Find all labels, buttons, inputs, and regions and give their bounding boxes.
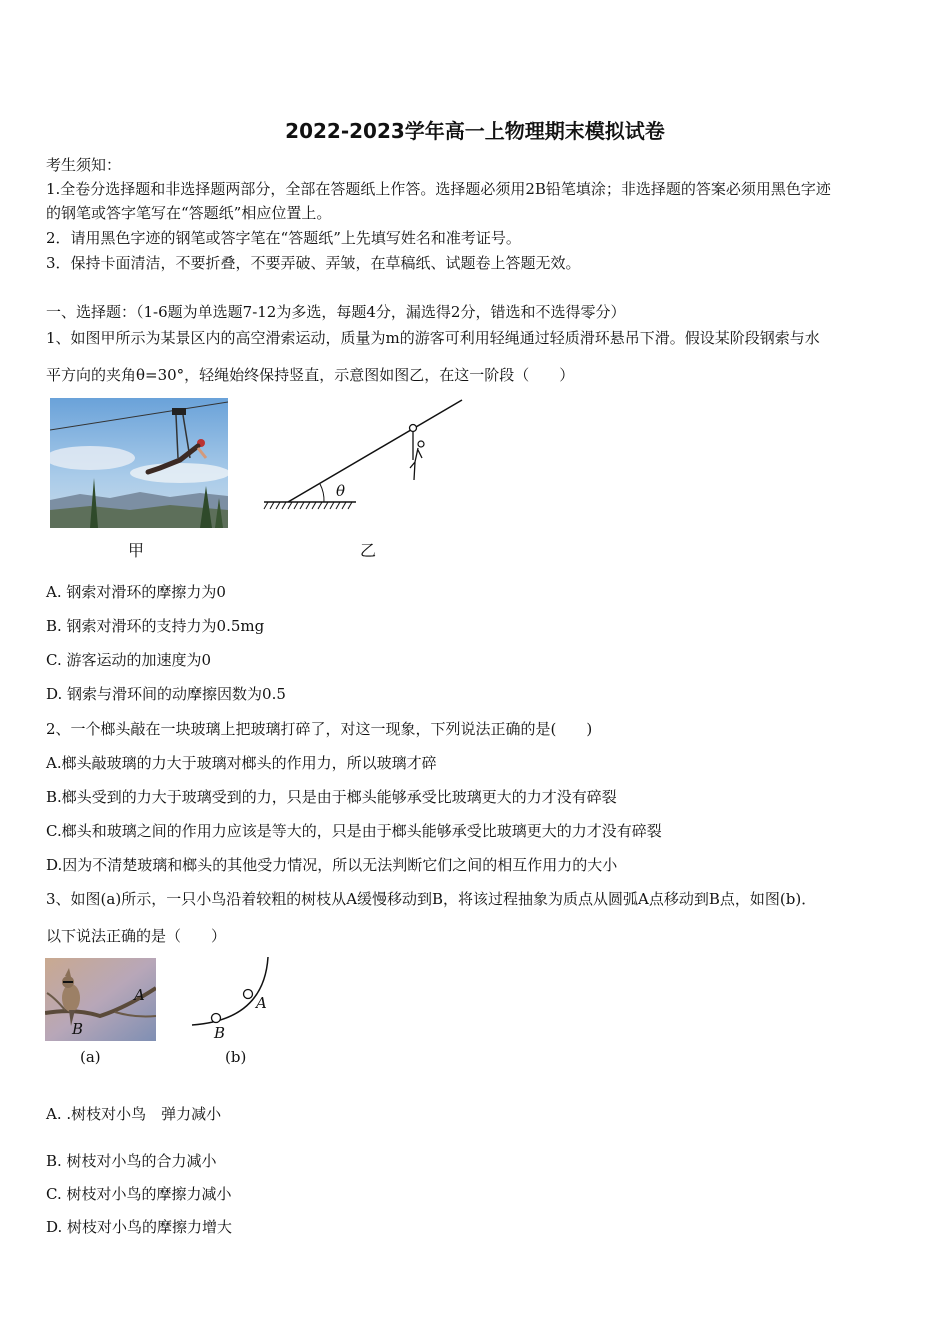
page-title: 2022-2023学年高一上物理期末模拟试卷 (285, 119, 665, 143)
q2-option-a: A.榔头敲玻璃的力大于玻璃对榔头的作用力，所以玻璃才碎 (46, 754, 437, 772)
notice-item: 3．保持卡面清洁，不要折叠，不要弄破、弄皱，在草稿纸、试题卷上答题无效。 (46, 254, 581, 272)
q2-option-c: C.榔头和玻璃之间的作用力应该是等大的，只是由于榔头能够承受比玻璃更大的力才没有碎裂 (46, 822, 662, 840)
q2-option-b: B.榔头受到的力大于玻璃受到的力，只是由于榔头能够承受比玻璃更大的力才没有碎裂 (46, 788, 617, 806)
q3-option-a: A. .树枝对小鸟 弹力减小 (46, 1105, 222, 1123)
q1-option-d: D. 钢索与滑环间的动摩擦因数为0.5 (46, 685, 286, 703)
figure-caption-a: (a) (80, 1048, 101, 1066)
figure-caption-b: (b) (225, 1048, 247, 1066)
photo-label-a: A (134, 986, 145, 1004)
q3-option-b: B. 树枝对小鸟的合力减小 (46, 1152, 217, 1170)
q3-option-d: D. 树枝对小鸟的摩擦力增大 (46, 1218, 233, 1236)
zipline-photo (50, 398, 228, 528)
q1-option-a: A. 钢索对滑环的摩擦力为0 (46, 583, 226, 601)
q1-stem: 1、如图甲所示为某景区内的高空滑索运动，质量为m的游客可利用轻绳通过轻质滑环悬吊下滑。假设某阶段钢索与水 (46, 329, 820, 347)
q2-stem: 2、一个榔头敲在一块玻璃上把玻璃打碎了，对这一现象，下列说法正确的是( ) (46, 720, 593, 738)
q3-stem: 3、如图(a)所示，一只小鸟沿着较粗的树枝从A缓慢移动到B，将该过程抽象为质点从圆弧A点移动到B点，如图(b)． (46, 890, 817, 908)
arc-label-b: B (214, 1024, 226, 1042)
notice-item: 1.全卷分选择题和非选择题两部分，全部在答题纸上作答。选择题必须用2B铅笔填涂；非选择题的答案必须用黑色字迹 (46, 180, 831, 198)
incline-schematic (258, 396, 468, 514)
notice-item: 的钢笔或答字笔写在“答题纸”相应位置上。 (46, 204, 332, 222)
q3-option-c: C. 树枝对小鸟的摩擦力减小 (46, 1185, 232, 1203)
q1-option-b: B. 钢索对滑环的支持力为0.5mg (46, 617, 265, 635)
arc-diagram (186, 955, 276, 1030)
angle-label: θ (336, 482, 346, 500)
q2-option-d: D.因为不清楚玻璃和榔头的其他受力情况，所以无法判断它们之间的相互作用力的大小 (46, 856, 618, 874)
q3-stem-cont: 以下说法正确的是（ ） (46, 927, 227, 945)
notice-item: 2．请用黑色字迹的钢笔或答字笔在“答题纸”上先填写姓名和准考证号。 (46, 229, 521, 247)
figure-caption-yi: 乙 (360, 541, 377, 560)
section-heading: 一、选择题：（1-6题为单选题7-12为多选，每题4分，漏选得2分，错选和不选得零分） (46, 303, 626, 321)
q1-option-c: C. 游客运动的加速度为0 (46, 651, 212, 669)
q1-stem-cont: 平方向的夹角θ=30°，轻绳始终保持竖直，示意图如图乙，在这一阶段（ ） (46, 366, 575, 384)
photo-label-b: B (72, 1020, 84, 1038)
figure-caption-jia: 甲 (128, 541, 145, 560)
notice-heading: 考生须知： (46, 156, 122, 174)
arc-label-a: A (256, 994, 267, 1012)
